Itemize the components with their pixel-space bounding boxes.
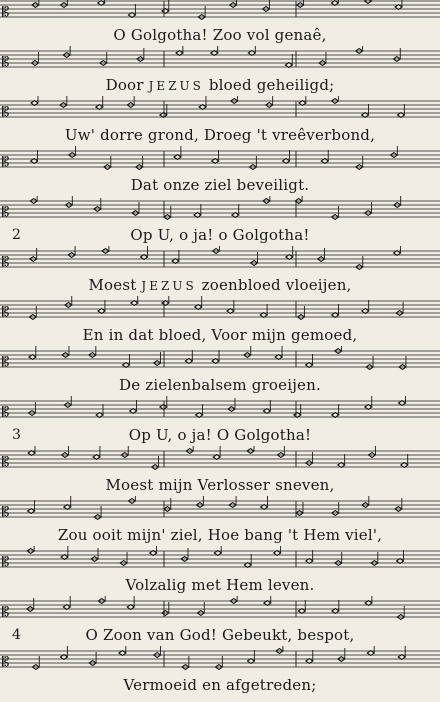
lyric-text: Uw' dorre grond, Droeg 't vreêverbond, — [64, 126, 376, 144]
lyric-line — [0, 676, 440, 694]
clef-icon: 𝄡 — [2, 555, 10, 570]
lyric-text: bloed geheiligd; — [203, 76, 335, 94]
lyric-text: Op U, o ja! o Golgotha! — [130, 226, 310, 244]
lyric-text: O Golgotha! Zoo vol genaê, — [113, 26, 327, 44]
lyric-name-smallcaps: JEZUS — [148, 79, 204, 93]
music-staff — [0, 346, 440, 374]
hymn-line — [0, 396, 440, 452]
lyric-line — [0, 176, 440, 194]
lyric-text: Moest — [88, 276, 142, 294]
lyric-line — [0, 626, 440, 644]
lyric-line — [0, 476, 440, 494]
clef-icon: 𝄡 — [2, 455, 10, 470]
hymn-line — [0, 446, 440, 502]
clef-icon: 𝄡 — [2, 655, 10, 670]
hymn-line — [0, 196, 440, 252]
lyric-text: Op U, o ja! O Golgotha! — [128, 426, 312, 444]
hymn-line — [0, 646, 440, 702]
lyric-text: En in dat bloed, Voor mijn gemoed, — [82, 326, 358, 344]
lyric-line — [0, 426, 440, 444]
clef-icon: 𝄡 — [2, 205, 10, 220]
music-staff — [0, 596, 440, 624]
hymn-line — [0, 596, 440, 652]
lyric-name-smallcaps: JEZUS — [141, 279, 197, 293]
lyric-line — [0, 126, 440, 144]
lyric-line — [0, 376, 440, 394]
lyric-line — [0, 326, 440, 344]
clef-icon: 𝄡 — [2, 105, 10, 120]
hymn-line — [0, 346, 440, 402]
music-staff — [0, 246, 440, 274]
lyric-text: O Zoon van God! Gebeukt, bespot, — [85, 626, 355, 644]
hymn-line — [0, 46, 440, 102]
music-staff — [0, 0, 440, 24]
clef-icon: 𝄡 — [2, 355, 10, 370]
music-staff — [0, 96, 440, 124]
lyric-text: Volzalig met Hem leven. — [125, 576, 315, 594]
verse-number: 4 — [12, 627, 21, 643]
hymn-line — [0, 546, 440, 602]
hymn-line — [0, 146, 440, 202]
music-staff — [0, 46, 440, 74]
lyric-line — [0, 26, 440, 44]
music-staff — [0, 396, 440, 424]
clef-icon: 𝄡 — [2, 155, 10, 170]
music-staff — [0, 446, 440, 474]
lyric-line — [0, 226, 440, 244]
lyric-text: Zou ooit mijn' ziel, Hoe bang 't Hem viel', — [57, 526, 383, 544]
clef-icon: 𝄡 — [2, 605, 10, 620]
lyric-line — [0, 576, 440, 594]
clef-icon: 𝄡 — [2, 255, 10, 270]
lyric-text: Moest mijn Verlosser sneven, — [105, 476, 335, 494]
lyric-text: De zielenbalsem groeijen. — [119, 376, 321, 394]
lyric-line — [0, 76, 440, 95]
clef-icon: 𝄡 — [2, 5, 10, 20]
clef-icon: 𝄡 — [2, 55, 10, 70]
music-staff — [0, 296, 440, 324]
verse-number: 2 — [12, 227, 21, 243]
lyric-text: zoenbloed vloeijen, — [196, 276, 352, 294]
verse-number: 3 — [12, 427, 21, 443]
music-staff — [0, 146, 440, 174]
music-staff — [0, 196, 440, 224]
music-staff — [0, 546, 440, 574]
music-staff — [0, 646, 440, 674]
lyric-line — [0, 276, 440, 295]
lyric-text: Dat onze ziel beveiligt. — [130, 176, 310, 194]
music-staff — [0, 496, 440, 524]
hymn-line — [0, 496, 440, 552]
lyric-text: Door — [105, 76, 149, 94]
hymn-line — [0, 96, 440, 152]
clef-icon: 𝄡 — [2, 305, 10, 320]
lyric-text: Vermoeid en afgetreden; — [123, 676, 317, 694]
hymn-line — [0, 246, 440, 302]
hymn-line — [0, 296, 440, 352]
hymn-line — [0, 0, 440, 52]
clef-icon: 𝄡 — [2, 405, 10, 420]
note-head — [365, 0, 372, 3]
clef-icon: 𝄡 — [2, 505, 10, 520]
lyric-line — [0, 526, 440, 544]
